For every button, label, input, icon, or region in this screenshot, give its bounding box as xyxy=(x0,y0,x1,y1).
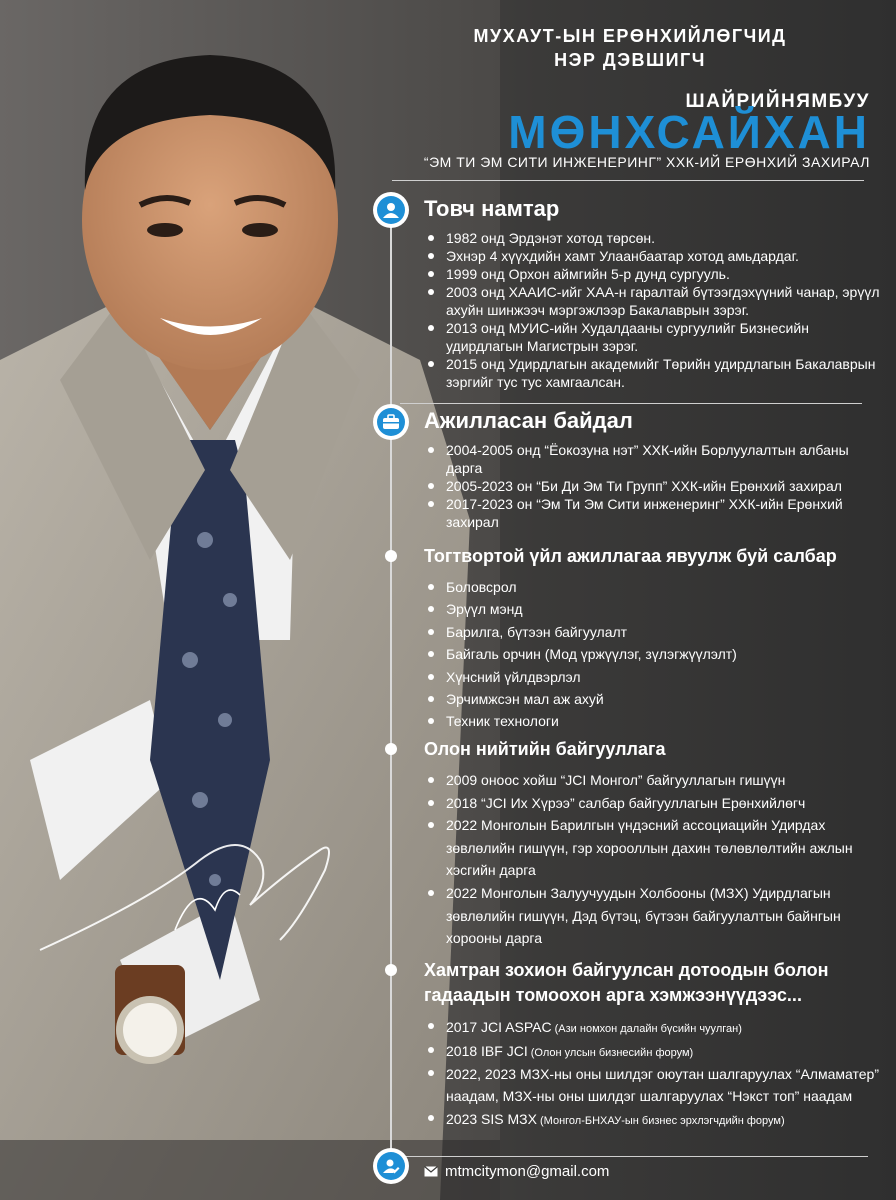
list-item xyxy=(426,1064,884,1109)
list-item: 2022 Монголын Барилгын үндэсний ассоциацийн Удирдах зөвлөлийн гишүүн, гэр хорооллын дахин төлөвлөлтийн ажлын хэсгийн дарга xyxy=(426,814,884,882)
briefcase-icon xyxy=(373,404,409,440)
list-item: Эрчимжсэн мал аж ахуй xyxy=(426,688,884,710)
list-item: 1999 онд Орхон аймгийн 5-р дунд сургууль. xyxy=(426,265,884,283)
event-name: 2023 SIS МЗХ xyxy=(446,1111,537,1127)
list-item xyxy=(426,1041,884,1065)
list-item: 2018 “JCI Их Хүрээ” салбар байгууллагын Ерөнхийлөгч xyxy=(426,792,884,815)
work-list xyxy=(426,441,884,531)
work-title: Ажилласан байдал xyxy=(424,408,633,433)
list-item: 2015 онд Удирдлагын академийг Төрийн удирдлагын Бакалаврын зэргийг тус тус хамгаалсан. xyxy=(426,355,884,391)
bio-title: Товч намтар xyxy=(424,196,560,221)
list-item: 2017-2023 он “Эм Ти Эм Сити инженеринг” ХХК-ийн Ерөнхий захирал xyxy=(426,495,884,531)
person-icon xyxy=(373,192,409,228)
list-item: Хүнсний үйлдвэрлэл xyxy=(426,666,884,688)
nomination-heading xyxy=(380,24,880,72)
timeline-node xyxy=(385,550,397,562)
nomination-line-1: МУХАУТ-ЫН ЕРӨНХИЙЛӨГЧИД xyxy=(473,26,787,46)
list-item: 2022 Монголын Залуучуудын Холбооны (МЗХ) Удирдлагын зөвлөлийн гишүүн, Дэд бүтэц, бүтээн байгуулалтын байнгын хорооны дарга xyxy=(426,882,884,950)
event-note: (Монгол-БНХАУ-ын бизнес эрхлэгчдийн форум) xyxy=(536,1115,785,1127)
events-list xyxy=(426,1017,884,1133)
public-title: Олон нийтийн байгууллага xyxy=(424,739,666,759)
list-item: 2003 онд ХААИС-ийг ХАА-н гаралтай бүтээгдэхүүний чанар, эрүүл ахуйн шинжээч мэргэжлээр Бакалаврын зэрэг. xyxy=(426,283,884,319)
envelope-icon xyxy=(424,1166,438,1177)
candidate-position: “ЭМ ТИ ЭМ СИТИ ИНЖЕНЕРИНГ” ХХК-ИЙ ЕРӨНХИЙ ЗАХИРАЛ xyxy=(423,154,870,170)
email-address[interactable]: mtmcitymon@gmail.com xyxy=(445,1163,610,1180)
contact-divider xyxy=(400,1156,868,1157)
public-list xyxy=(426,769,884,950)
list-item xyxy=(426,1109,884,1133)
events-title-line-2: гадаадын томоохон арга хэмжээнүүдээс... xyxy=(424,985,802,1005)
list-item: Техник технологи xyxy=(426,710,884,732)
list-item: 2013 онд МУИС-ийн Худалдааны сургуулийг Бизнесийн удирдлагын Магистрын зэрэг. xyxy=(426,319,884,355)
candidate-surname: ШАЙРИЙНЯМБУУ xyxy=(685,91,870,112)
bio-list xyxy=(426,229,884,391)
list-item: Эрүүл мэнд xyxy=(426,598,884,620)
sectors-list xyxy=(426,576,884,733)
events-title-line-1: Хамтран зохион байгуулсан дотоодын болон xyxy=(424,960,829,980)
nomination-line-2: НЭР ДЭВШИГЧ xyxy=(554,50,706,70)
timeline-line xyxy=(390,200,392,1160)
sectors-title: Тогтвортой үйл ажиллагаа явуулж буй салбар xyxy=(424,546,837,566)
list-item: 2005-2023 он “Би Ди Эм Ти Групп” ХХК-ийн Ерөнхий захирал xyxy=(426,477,884,495)
event-note: (Ази номхон далайн бүсийн чуулган) xyxy=(551,1023,742,1035)
event-note: (Олон улсын бизнесийн форум) xyxy=(527,1046,694,1059)
event-name: 2017 JCI ASPAC xyxy=(446,1019,552,1035)
list-item: 2009 оноос хойш “JCI Монгол” байгууллагын гишүүн xyxy=(426,769,884,792)
list-item: 1982 онд Эрдэнэт хотод төрсөн. xyxy=(426,229,884,247)
timeline-node xyxy=(385,964,397,976)
list-item: 2004-2005 онд “Ёокозуна нэт” ХХК-ийн Борлуулалтын албаны дарга xyxy=(426,441,884,477)
work-divider xyxy=(400,403,862,404)
email-contact[interactable] xyxy=(424,1163,609,1180)
event-name: 2022, 2023 МЗХ-ны оны шилдэг оюутан шалгаруулах “Алмаматер” наадам, МЗХ-ны оны шилдэг шалгаруулах “Нэкст топ” наадам xyxy=(446,1066,879,1104)
list-item xyxy=(426,1017,884,1041)
timeline-node xyxy=(385,743,397,755)
list-item: Барилга, бүтээн байгуулалт xyxy=(426,621,884,643)
contact-icon xyxy=(373,1148,409,1184)
candidate-name: МӨНХСАЙХАН xyxy=(508,106,870,158)
list-item: Эхнэр 4 хүүхдийн хамт Улаанбаатар хотод амьдардаг. xyxy=(426,247,884,265)
events-title xyxy=(424,958,829,1008)
header-divider xyxy=(392,180,864,181)
list-item: Байгаль орчин (Мод үржүүлэг, зүлэгжүүлэлт) xyxy=(426,643,884,665)
event-name: 2018 IBF JCI xyxy=(446,1042,528,1059)
list-item: Боловсрол xyxy=(426,576,884,598)
